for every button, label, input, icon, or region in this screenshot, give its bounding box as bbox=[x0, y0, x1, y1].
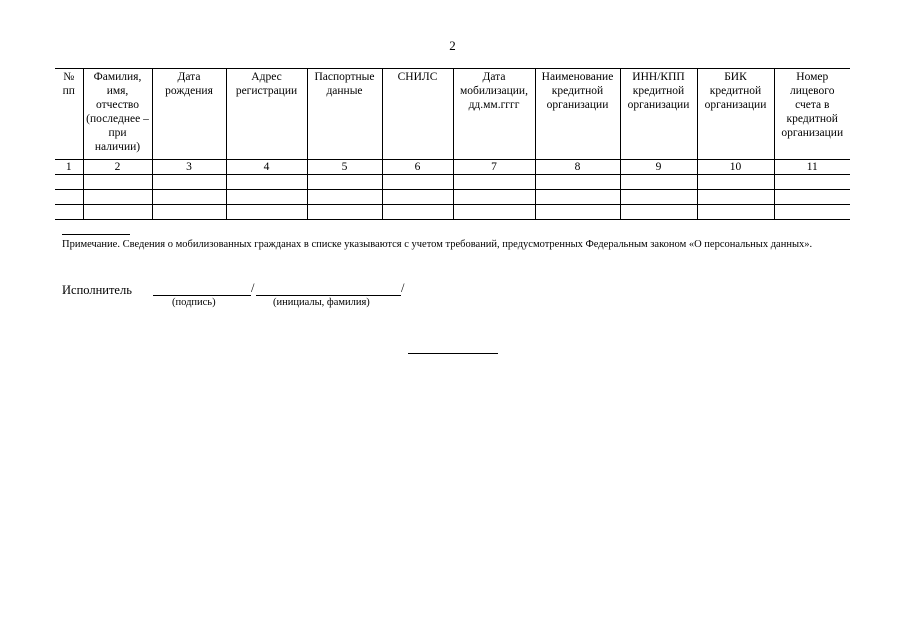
table-cell bbox=[453, 205, 535, 220]
header-row bbox=[55, 69, 850, 160]
header-cell-account-number: Номер лицевого счета в кредитной организации bbox=[774, 69, 850, 160]
column-number: 9 bbox=[620, 160, 697, 175]
table-row bbox=[55, 205, 850, 220]
table-cell bbox=[774, 175, 850, 190]
table-cell bbox=[307, 205, 382, 220]
separator-slash: / bbox=[251, 281, 255, 295]
column-number: 4 bbox=[226, 160, 307, 175]
column-number: 11 bbox=[774, 160, 850, 175]
table-cell bbox=[774, 205, 850, 220]
table-cell bbox=[453, 175, 535, 190]
separator-slash: / bbox=[401, 281, 405, 295]
table-cell bbox=[535, 190, 620, 205]
header-cell-registration-address: Адрес регистрации bbox=[226, 69, 307, 160]
column-number: 6 bbox=[382, 160, 453, 175]
column-number: 1 bbox=[55, 160, 83, 175]
table-cell bbox=[55, 190, 83, 205]
header-cell-passport: Паспортные данные bbox=[307, 69, 382, 160]
table-cell bbox=[453, 190, 535, 205]
column-number: 3 bbox=[152, 160, 226, 175]
column-number: 10 bbox=[697, 160, 774, 175]
footnote-rule bbox=[62, 234, 130, 235]
table-cell bbox=[535, 175, 620, 190]
name-line bbox=[256, 295, 401, 296]
table-cell bbox=[697, 190, 774, 205]
header-cell-snils: СНИЛС bbox=[382, 69, 453, 160]
column-number: 5 bbox=[307, 160, 382, 175]
signature-line bbox=[153, 295, 251, 296]
table-cell bbox=[152, 175, 226, 190]
header-cell-number: № пп bbox=[55, 69, 83, 160]
page-number: 2 bbox=[449, 38, 456, 53]
name-caption: (инициалы, фамилия) bbox=[273, 297, 370, 308]
table-cell bbox=[55, 175, 83, 190]
table-cell bbox=[620, 205, 697, 220]
column-number: 2 bbox=[83, 160, 152, 175]
table-cell bbox=[83, 175, 152, 190]
column-number-row bbox=[55, 160, 850, 175]
header-cell-bank-name: Наименование кредитной организации bbox=[535, 69, 620, 160]
end-rule bbox=[408, 353, 498, 354]
table-cell bbox=[152, 190, 226, 205]
header-cell-inn-kpp: ИНН/КПП кредитной организации bbox=[620, 69, 697, 160]
header-cell-mobilization-date: Дата мобилизации, дд.мм.гггг bbox=[453, 69, 535, 160]
table-cell bbox=[535, 205, 620, 220]
table-cell bbox=[152, 205, 226, 220]
table-cell bbox=[620, 190, 697, 205]
header-cell-birth-date: Дата рождения bbox=[152, 69, 226, 160]
table-cell bbox=[382, 175, 453, 190]
signature-caption: (подпись) bbox=[172, 297, 216, 308]
mobilized-list-table bbox=[55, 68, 850, 220]
table-cell bbox=[774, 190, 850, 205]
header-cell-full-name: Фамилия, имя, отчество (последнее – при наличии) bbox=[83, 69, 152, 160]
table-cell bbox=[226, 175, 307, 190]
table-row bbox=[55, 190, 850, 205]
table-cell bbox=[83, 205, 152, 220]
table-cell bbox=[83, 190, 152, 205]
table-cell bbox=[382, 190, 453, 205]
table-cell bbox=[697, 205, 774, 220]
table-cell bbox=[697, 175, 774, 190]
table-cell bbox=[226, 205, 307, 220]
column-number: 7 bbox=[453, 160, 535, 175]
table-cell bbox=[307, 190, 382, 205]
table-cell bbox=[307, 175, 382, 190]
table-cell bbox=[382, 205, 453, 220]
header-cell-bik: БИК кредитной организации bbox=[697, 69, 774, 160]
note-text: Примечание. Сведения о мобилизованных гражданах в списке указываются с учетом требований, предусмотренных Федеральным законом «О персональных данных». bbox=[62, 239, 813, 250]
column-number: 8 bbox=[535, 160, 620, 175]
executor-label: Исполнитель bbox=[62, 283, 132, 297]
table-cell bbox=[620, 175, 697, 190]
table-row bbox=[55, 175, 850, 190]
table-cell bbox=[226, 190, 307, 205]
table-cell bbox=[55, 205, 83, 220]
